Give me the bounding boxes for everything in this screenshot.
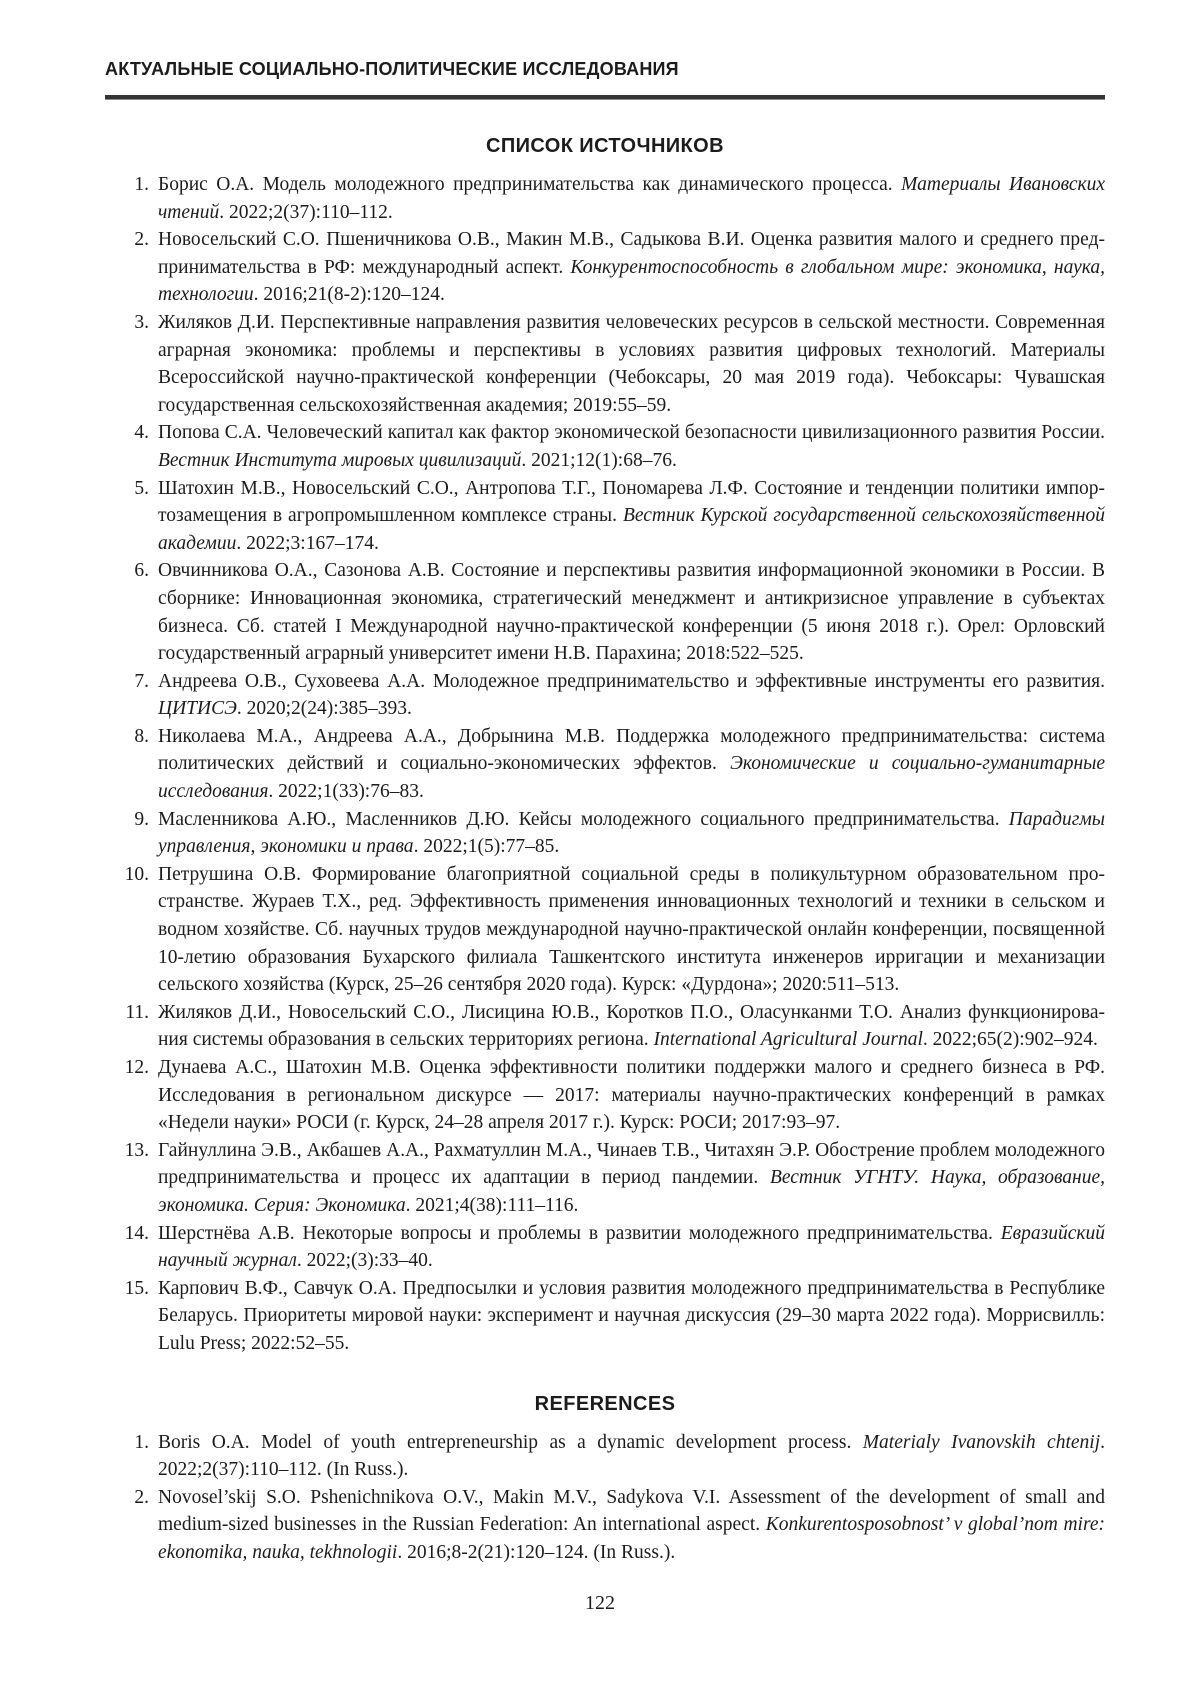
reference-number: 9.: [134, 808, 149, 830]
reference-number: 4.: [134, 422, 149, 444]
reference-text: . 2022;(3):33–40.: [296, 1250, 433, 1272]
reference-text: . 2022;2(37):110–112. (In Russ.).: [158, 1431, 1105, 1481]
journal-title-italic: Экономические и социально-гуманитарные исследования: [158, 753, 1105, 803]
reference-text: Масленникова А.Ю., Масленников Д.Ю. Кейсы молодежного социального предпринимательства.: [158, 808, 1009, 830]
reference-text: Novosel’skij S.O. Pshenichnikova O.V., Makin M.V., Sadykova V.I. Assessment of the development of small and medium-sized businesses in the Russian Federation: An international aspect.: [158, 1486, 1105, 1536]
reference-item: [105, 557, 1105, 667]
reference-item: [105, 1484, 1105, 1567]
reference-text: . 2021;4(38):111–116.: [405, 1194, 579, 1216]
reference-item: [105, 309, 1105, 419]
reference-number: 14.: [124, 1222, 149, 1244]
reference-text: Жиляков Д.И. Перспективные направления развития человеческих ресурсов в сельской местности. Современная аграрная экономика: проблемы и перспективы в условиях развития цифровых технологий. Материалы Всероссийской научно-практической конференции (Чебоксары, 20 мая 2019 года). Чебоксары: Чувашская государственная сельскохозяйственная академия; 2019:55–59.: [158, 311, 1105, 416]
journal-title-italic: Materialy Ivanovskih chtenij: [862, 1431, 1101, 1453]
reference-text: Дунаева А.С., Шатохин М.В. Оценка эффективности политики поддержки малого и среднего бизнеса в РФ. Исследования в региональном дискурсе — 2017: материалы научно-практических конференций в рамках «Недели науки» РОСИ (г. Курск, 24–28 апреля 2017 г.). Курск: РОСИ; 2017:93–97.: [158, 1057, 1105, 1134]
reference-text: Андреева О.В., Суховеева А.А. Молодежное предпринимательство и эффективные инструменты его развития.: [158, 670, 1105, 692]
journal-title-italic: Вестник Института мировых цивилизаций: [158, 449, 522, 471]
reference-item: [105, 1137, 1105, 1220]
journal-title-italic: Конкурентоспособность в глобальном мире: экономика, наука, технологии: [158, 256, 1105, 306]
reference-item: [105, 668, 1105, 723]
page-content: [105, 58, 1105, 1567]
reference-text: Шатохин М.В., Новосельский С.О., Антропова Т.Г., Пономарева Л.Ф. Состояние и тенденции политики импортозамещения в агропромышленном комплексе страны.: [158, 477, 1105, 527]
journal-title-italic: Материалы Ивановских чтений: [158, 174, 1106, 223]
sources-heading: СПИСОК ИСТОЧНИКОВ: [486, 135, 724, 157]
reference-number: 6.: [134, 560, 149, 582]
reference-text: Карпович В.Ф., Савчук О.А. Предпосылки и условия развития молодежного предпринимательства в Республике Беларусь. Приоритеты мировой науки: эксперимент и научная дискуссия (29–30 марта 2022 года). Моррисвилль: Lulu Press; 2022:52–55.: [158, 1277, 1105, 1354]
reference-item: [105, 419, 1105, 474]
reference-number: 11.: [125, 1001, 149, 1023]
reference-number: 2.: [134, 229, 149, 251]
reference-text: . 2016;8-2(21):120–124. (In Russ.).: [397, 1541, 676, 1563]
page-number: 122: [585, 1592, 615, 1614]
reference-number: 10.: [124, 863, 149, 885]
reference-item: [105, 1220, 1105, 1275]
reference-text: . 2022;2(37):110–112.: [219, 201, 393, 223]
reference-text: . 2022;65(2):902–924.: [922, 1029, 1098, 1051]
reference-item: [105, 999, 1105, 1054]
reference-text: Шерстнёва А.В. Некоторые вопросы и проблемы в развитии молодежного предпринимательства.: [158, 1222, 1001, 1244]
reference-number: 5.: [134, 477, 149, 499]
reference-item: [105, 861, 1105, 999]
reference-item: [105, 1275, 1105, 1358]
reference-text: Николаева М.А., Андреева А.А., Добрынина М.В. Поддержка молодежного предпринимательства: система политических действий и социально-экономических эффектов.: [158, 725, 1105, 775]
reference-number: 1.: [134, 1431, 149, 1453]
sources-list: [105, 171, 1105, 1358]
reference-number: 13.: [124, 1139, 149, 1161]
reference-item: [105, 806, 1105, 861]
references-list: [105, 1429, 1105, 1567]
reference-text: Петрушина О.В. Формирование благоприятной социальной среды в поликультурном образовательном пространстве. Жураев Т.Х., ред. Эффективность применения инновационных технологий и техники в сельском и водном хозяйстве. Сб. научных трудов международной научно-практической онлайн конференции, посвященной 10-летию образования Бухарского филиала Ташкентского института инженеров ирригации и механизации сельского хозяйства (Курск, 25–26 сентября 2020 года). Курск: «Дурдона»; 2020:511–513.: [158, 863, 1105, 996]
reference-text: . 2022;3:167–174.: [236, 532, 379, 554]
reference-number: 1.: [134, 174, 149, 195]
reference-item: [105, 226, 1105, 309]
reference-text: . 2016;21(8-2):120–124.: [253, 284, 445, 306]
journal-title-italic: Евразийский научный журнал: [158, 1222, 1105, 1272]
header-rule: [105, 95, 1105, 100]
reference-item: [105, 723, 1105, 806]
running-head: АКТУАЛЬНЫЕ СОЦИАЛЬНО-ПОЛИТИЧЕСКИЕ ИССЛЕДОВАНИЯ: [105, 59, 679, 79]
reference-item: [105, 171, 1105, 226]
references-heading: REFERENCES: [534, 1392, 676, 1415]
reference-number: 3.: [134, 311, 149, 333]
reference-number: 12.: [124, 1057, 149, 1078]
reference-text: Овчинникова О.А., Сазонова А.В. Состояние и перспективы развития информационной экономики в России. В сборнике: Инновационная экономика, стратегический менеджмент и антикризисное управление в субъектах бизнеса. Сб. статей I Международной научно-практической конференции (5 июня 2018 г.). Орел: Орловский государственный аграрный университет имени Н.В. Парахина; 2018:522–525.: [158, 560, 1105, 665]
journal-title-italic: ЦИТИСЭ: [158, 698, 237, 720]
reference-text: Boris O.A. Model of youth entrepreneurship as a dynamic development process.: [158, 1431, 863, 1453]
reference-text: Гайнуллина Э.В., Акбашев А.А., Рахматуллин М.А., Чинаев Т.В., Читахян Э.Р. Обострение проблем молодежного предпринимательства и процесс их адаптации в период пандемии.: [158, 1139, 1105, 1189]
reference-number: 8.: [134, 725, 149, 747]
reference-text: . 2022;1(33):76–83.: [268, 781, 424, 803]
journal-title-italic: International Agricultural Journal: [653, 1029, 923, 1051]
reference-item: [105, 475, 1105, 558]
journal-title-italic: Konkurentosposobnost’ v global’nom mire: ekonomika, nauka, tekhnologii: [158, 1514, 1105, 1563]
reference-text: Попова С.А. Человеческий капитал как фактор экономической безопасности цивилизационного развития России.: [158, 422, 1105, 444]
reference-text: Борис О.А. Модель молодежного предпринимательства как динамического процесса.: [158, 174, 902, 195]
reference-text: Новосельский С.О. Пшеничникова О.В., Макин М.В., Садыкова В.И. Оценка развития малого и среднего предпринимательства в РФ: международный аспект.: [158, 229, 1105, 278]
reference-text: . 2020;2(24):385–393.: [236, 698, 412, 720]
reference-number: 15.: [124, 1277, 149, 1299]
reference-item: [105, 1429, 1105, 1484]
journal-title-italic: Вестник УГНТУ. Наука, образование, экономика. Серия: Экономика: [158, 1167, 1105, 1216]
journal-title-italic: Парадигмы управления, экономики и права: [158, 808, 1105, 858]
reference-text: Жиляков Д.И., Новосельский С.О., Лисицина Ю.В., Коротков П.О., Оласунканми Т.О. Анализ функционирования системы образования в сельских территориях региона.: [158, 1001, 1105, 1051]
reference-text: . 2021;12(1):68–76.: [521, 449, 677, 471]
reference-number: 2.: [134, 1486, 149, 1508]
reference-item: [105, 1054, 1105, 1137]
journal-title-italic: Вестник Курской государственной сельскохозяйственной академии: [158, 505, 1105, 554]
reference-text: . 2022;1(5):77–85.: [413, 836, 560, 858]
reference-number: 7.: [134, 670, 149, 692]
